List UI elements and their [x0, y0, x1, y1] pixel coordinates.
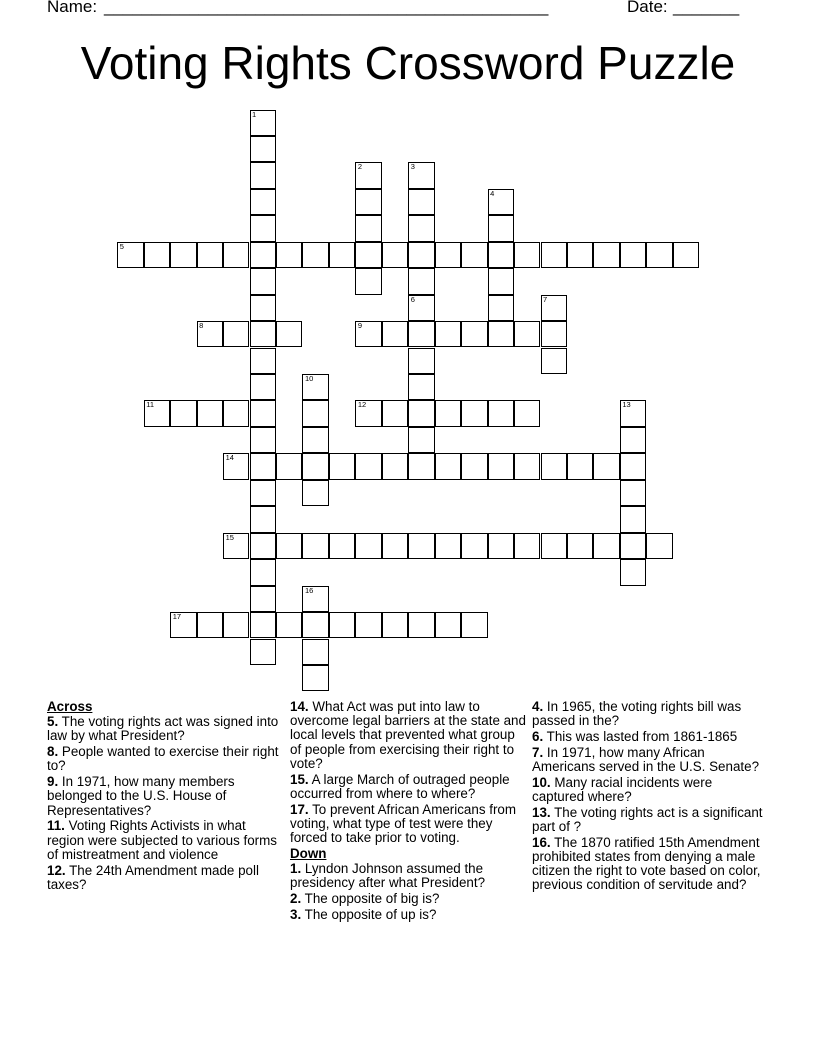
- crossword-cell[interactable]: [514, 242, 540, 268]
- clue-down-7: 7. In 1971, how many African Americans served in the U.S. Senate?: [532, 744, 760, 774]
- crossword-cell[interactable]: [250, 321, 276, 347]
- crossword-cell[interactable]: [620, 533, 646, 559]
- crossword-cell[interactable]: [250, 215, 276, 241]
- clue-number: 17: [172, 612, 182, 622]
- crossword-cell[interactable]: [620, 453, 646, 479]
- crossword-cell[interactable]: [382, 612, 408, 638]
- crossword-cell[interactable]: [250, 374, 276, 400]
- crossword-cell[interactable]: [461, 400, 487, 426]
- crossword-cell[interactable]: [488, 533, 514, 559]
- crossword-cell[interactable]: [302, 480, 328, 506]
- crossword-cell[interactable]: [620, 427, 646, 453]
- clue-number: 10: [304, 374, 314, 383]
- clue-across-9: 9. In 1971, how many members belonged to the U.S. House of Representatives?: [47, 774, 235, 818]
- crossword-cell[interactable]: [355, 612, 381, 638]
- crossword-cell[interactable]: [435, 453, 461, 479]
- clue-down-16: 16. The 1870 ratified 15th Amendment prohibited states from denying a male citizen the right to vote based on color, previous condition of servitude and?: [532, 834, 761, 893]
- crossword-cell[interactable]: [435, 533, 461, 559]
- crossword-cell[interactable]: [250, 189, 276, 215]
- crossword-cell[interactable]: [223, 453, 249, 479]
- crossword-cell[interactable]: [408, 533, 434, 559]
- clue-number: 13: [622, 400, 631, 410]
- clue-down-4: 4. In 1965, the voting rights bill was passed in the?: [532, 699, 742, 729]
- crossword-cell[interactable]: [223, 400, 249, 426]
- crossword-cell[interactable]: [223, 612, 249, 638]
- crossword-cell[interactable]: [541, 295, 567, 321]
- crossword-cell[interactable]: [435, 612, 461, 638]
- crossword-cell[interactable]: [408, 427, 434, 453]
- crossword-cell[interactable]: [646, 242, 672, 268]
- clue-across-8: 8. People wanted to exercise their right to?: [47, 744, 279, 774]
- crossword-cell[interactable]: [329, 533, 355, 559]
- clue-number: 14: [225, 453, 234, 463]
- crossword-cell[interactable]: [488, 268, 514, 294]
- clue-across-17: 17. To prevent African Americans from voting, what type of test were they forced to take prior to voting.: [290, 801, 517, 846]
- crossword-cell[interactable]: [488, 189, 514, 215]
- clues-column-1: [47, 700, 279, 894]
- clue-down-10: 10. Many racial incidents were captured where?: [532, 774, 713, 804]
- crossword-cell[interactable]: [488, 400, 514, 426]
- crossword-cell[interactable]: [250, 453, 276, 479]
- crossword-cell[interactable]: [170, 400, 196, 426]
- crossword-cell[interactable]: [541, 533, 567, 559]
- clue-number: 12: [357, 400, 367, 410]
- crossword-cell[interactable]: [302, 400, 328, 426]
- crossword-cell[interactable]: [276, 242, 302, 268]
- across-heading: Across: [47, 699, 93, 714]
- down-heading: Down: [290, 845, 327, 861]
- crossword-cell[interactable]: [408, 215, 434, 241]
- crossword-cell[interactable]: [250, 480, 276, 506]
- clue-number: 6: [410, 294, 415, 304]
- clue-number: 16: [304, 585, 314, 595]
- crossword-cell[interactable]: [408, 612, 434, 638]
- crossword-cell[interactable]: [302, 533, 328, 559]
- clue-across-15: 15. A large March of outraged people occurred from where to where?: [290, 771, 510, 801]
- crossword-cell[interactable]: [302, 374, 328, 400]
- crossword-cell[interactable]: [461, 242, 487, 268]
- crossword-cell[interactable]: [329, 612, 355, 638]
- clue-down-13: 13. The voting rights act is a significant part of ?: [532, 804, 763, 834]
- crossword-cell[interactable]: [408, 295, 434, 321]
- clue-down-2: 2. The opposite of big is?: [290, 891, 440, 907]
- crossword-cell[interactable]: [355, 400, 381, 426]
- crossword-cell[interactable]: [461, 612, 487, 638]
- clue-across-11: 11. Voting Rights Activists in what region were subjected to various forms of mistreatment and violence: [47, 818, 277, 862]
- crossword-cell[interactable]: [197, 321, 223, 347]
- crossword-cell[interactable]: [541, 321, 567, 347]
- clue-down-6: 6. This was lasted from 1861-1865: [532, 729, 738, 744]
- clue-number: 7: [543, 294, 548, 304]
- crossword-cell[interactable]: [355, 453, 381, 479]
- crossword-cell[interactable]: [488, 321, 514, 347]
- crossword-cell[interactable]: [302, 639, 328, 665]
- clue-number: 11: [146, 400, 155, 410]
- crossword-cell[interactable]: [567, 533, 593, 559]
- crossword-cell[interactable]: [435, 242, 461, 268]
- name-label: Name:: [47, 0, 98, 16]
- crossword-cell[interactable]: [250, 400, 276, 426]
- crossword-cell[interactable]: [408, 242, 434, 268]
- crossword-cell[interactable]: [593, 453, 619, 479]
- crossword-cell[interactable]: [620, 400, 646, 426]
- crossword-cell[interactable]: [329, 242, 355, 268]
- crossword-cell[interactable]: [541, 348, 567, 374]
- crossword-cell[interactable]: [250, 162, 276, 188]
- crossword-cell[interactable]: [461, 533, 487, 559]
- crossword-cell[interactable]: [250, 427, 276, 453]
- crossword-cell[interactable]: [355, 189, 381, 215]
- clue-number: 3: [410, 162, 415, 172]
- clues-column-2: [290, 700, 526, 924]
- crossword-cell[interactable]: [170, 612, 196, 638]
- crossword-cell[interactable]: [276, 453, 302, 479]
- crossword-cell[interactable]: [250, 295, 276, 321]
- crossword-cell[interactable]: [302, 242, 328, 268]
- crossword-cell[interactable]: [488, 453, 514, 479]
- clue-number: 1: [252, 109, 257, 119]
- crossword-cell[interactable]: [382, 321, 408, 347]
- crossword-cell[interactable]: [355, 162, 381, 188]
- crossword-cell[interactable]: [514, 453, 540, 479]
- crossword-cell[interactable]: [250, 506, 276, 532]
- crossword-cell[interactable]: [673, 242, 699, 268]
- clue-down-3: 3. The opposite of up is?: [290, 906, 437, 922]
- crossword-cell[interactable]: [593, 242, 619, 268]
- crossword-cell[interactable]: [250, 639, 276, 665]
- crossword-cell[interactable]: [250, 533, 276, 559]
- crossword-cell[interactable]: [567, 242, 593, 268]
- crossword-cell[interactable]: [620, 480, 646, 506]
- clues-column-3: [532, 700, 764, 894]
- crossword-cell[interactable]: [223, 533, 249, 559]
- crossword-cell[interactable]: [646, 533, 672, 559]
- crossword-cell[interactable]: [355, 321, 381, 347]
- clue-across-5: 5. The voting rights act was signed into law by what President?: [47, 714, 279, 744]
- crossword-cell[interactable]: [488, 215, 514, 241]
- crossword-cell[interactable]: [223, 242, 249, 268]
- crossword-cell[interactable]: [461, 321, 487, 347]
- crossword-cell[interactable]: [276, 321, 302, 347]
- clue-number: 5: [119, 241, 124, 251]
- crossword-cell[interactable]: [302, 586, 328, 612]
- clue-number: 9: [357, 321, 363, 331]
- date-label: Date:: [627, 0, 668, 16]
- date-field-line: _______: [673, 0, 740, 16]
- name-field-line: _______________________________________________: [104, 0, 549, 16]
- clue-number: 2: [357, 162, 363, 172]
- crossword-cell[interactable]: [144, 242, 170, 268]
- crossword-cell[interactable]: [302, 612, 328, 638]
- crossword-cell[interactable]: [302, 665, 328, 691]
- crossword-cell[interactable]: [355, 268, 381, 294]
- crossword-cell[interactable]: [435, 400, 461, 426]
- crossword-cell[interactable]: [488, 242, 514, 268]
- crossword-cell[interactable]: [382, 400, 408, 426]
- crossword-cell[interactable]: [382, 242, 408, 268]
- crossword-cell[interactable]: [250, 268, 276, 294]
- crossword-cell[interactable]: [250, 612, 276, 638]
- crossword-cell[interactable]: [382, 453, 408, 479]
- crossword-cell[interactable]: [567, 453, 593, 479]
- crossword-cell[interactable]: [355, 533, 381, 559]
- crossword-cell[interactable]: [250, 559, 276, 585]
- crossword-cell[interactable]: [620, 242, 646, 268]
- crossword-cell[interactable]: [197, 612, 223, 638]
- crossword-cell[interactable]: [593, 533, 619, 559]
- clue-number: 15: [225, 532, 234, 542]
- crossword-cell[interactable]: [382, 533, 408, 559]
- clue-number: 8: [199, 321, 204, 331]
- crossword-cell[interactable]: [408, 374, 434, 400]
- crossword-cell[interactable]: [250, 348, 276, 374]
- crossword-cell[interactable]: [620, 506, 646, 532]
- crossword-cell[interactable]: [355, 215, 381, 241]
- crossword-cell[interactable]: [514, 533, 540, 559]
- crossword-cell[interactable]: [408, 189, 434, 215]
- crossword-cell[interactable]: [302, 427, 328, 453]
- crossword-cell[interactable]: [514, 400, 540, 426]
- crossword-cell[interactable]: [541, 242, 567, 268]
- crossword-cell[interactable]: [117, 242, 143, 268]
- crossword-cell[interactable]: [223, 321, 249, 347]
- crossword-cell[interactable]: [250, 586, 276, 612]
- crossword-cell[interactable]: [408, 348, 434, 374]
- crossword-cell[interactable]: [408, 268, 434, 294]
- crossword-cell[interactable]: [408, 453, 434, 479]
- crossword-cell[interactable]: [329, 453, 355, 479]
- crossword-cell[interactable]: [276, 612, 302, 638]
- crossword-cell[interactable]: [408, 162, 434, 188]
- clue-across-12: 12. The 24th Amendment made poll taxes?: [47, 862, 259, 892]
- crossword-cell[interactable]: [170, 242, 196, 268]
- crossword-cell[interactable]: [620, 559, 646, 585]
- crossword-cell[interactable]: [408, 400, 434, 426]
- crossword-cell[interactable]: [435, 321, 461, 347]
- crossword-cell[interactable]: [144, 400, 170, 426]
- crossword-cell[interactable]: [250, 110, 276, 136]
- page-title: Voting Rights Crossword Puzzle: [80, 37, 736, 89]
- crossword-cell[interactable]: [541, 453, 567, 479]
- crossword-cell[interactable]: [276, 533, 302, 559]
- crossword-cell[interactable]: [408, 321, 434, 347]
- crossword-cell[interactable]: [302, 453, 328, 479]
- crossword-cell[interactable]: [488, 295, 514, 321]
- crossword-cell[interactable]: [250, 136, 276, 162]
- crossword-cell[interactable]: [514, 321, 540, 347]
- crossword-cell[interactable]: [461, 453, 487, 479]
- clue-down-1: 1. Lyndon Johnson assumed the presidency after what President?: [290, 861, 486, 891]
- crossword-cell[interactable]: [197, 242, 223, 268]
- crossword-cell[interactable]: [250, 242, 276, 268]
- clue-across-14: 14. What Act was put into law to overcome legal barriers at the state and local levels that prevented what group of people from exercising their right to vote?: [290, 699, 526, 771]
- crossword-cell[interactable]: [355, 242, 381, 268]
- clue-number: 4: [490, 188, 495, 198]
- crossword-cell[interactable]: [197, 400, 223, 426]
